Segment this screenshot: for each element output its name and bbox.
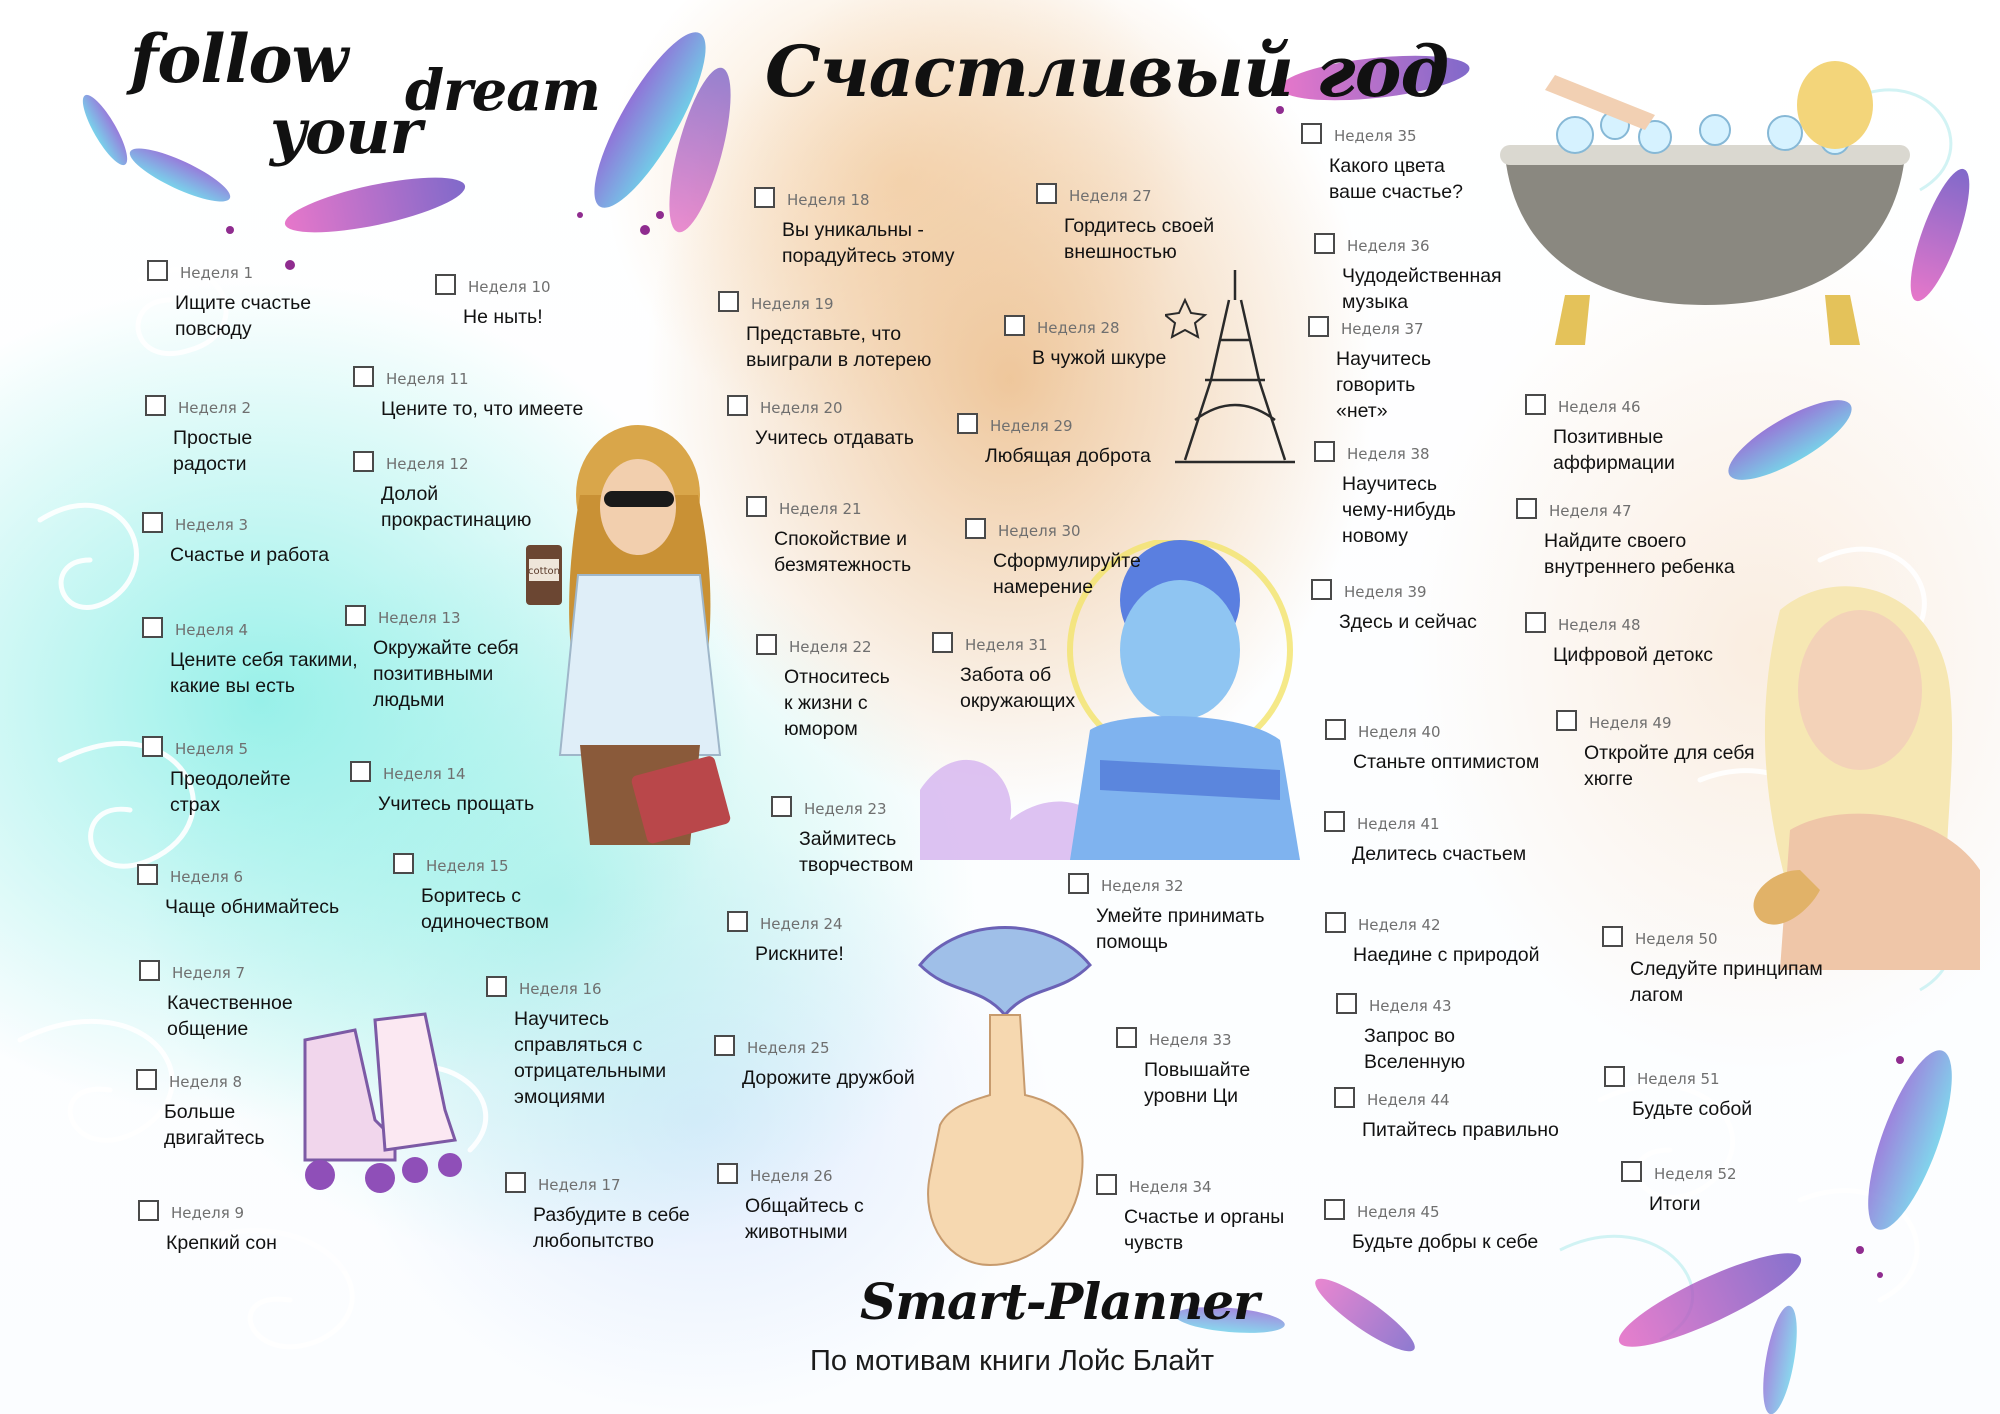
week-label: Неделя 24 [760,915,843,933]
week-checkbox[interactable] [1308,316,1329,337]
week-task: Здесь и сейчас [1339,611,1477,633]
week-task: Простые радости [173,427,253,475]
week-checkbox[interactable] [771,796,792,817]
page-title: Счастливый год [765,30,1449,113]
week-checkbox[interactable] [353,366,374,387]
week-label: Неделя 6 [170,868,244,886]
week-checkbox[interactable] [1556,710,1577,731]
week-label: Неделя 20 [760,399,843,417]
week-label: Неделя 35 [1334,127,1417,145]
week-checkbox[interactable] [965,518,986,539]
week-checkbox[interactable] [1325,912,1346,933]
week-task: Сформулируйте намерение [993,550,1141,598]
footer-brand: Smart-Planner [860,1272,1259,1331]
bathtub-illustration [1495,45,1915,375]
week-checkbox[interactable] [727,395,748,416]
week-checkbox[interactable] [717,1163,738,1184]
week-checkbox[interactable] [756,634,777,655]
week-task: Разбудите в себе любопытство [533,1204,690,1252]
week-task: Цифровой детокс [1553,644,1713,666]
week-label: Неделя 13 [378,609,461,627]
week-label: Неделя 46 [1558,398,1641,416]
week-label: Неделя 11 [386,370,469,388]
week-task: Представьте, что выиграли в лотерею [746,323,932,371]
week-task: Дорожите дружбой [742,1067,915,1089]
week-task: Питайтесь правильно [1362,1119,1559,1141]
week-checkbox[interactable] [435,274,456,295]
week-checkbox[interactable] [1036,183,1057,204]
week-task: Научитесь говорить «нет» [1336,348,1431,422]
week-label: Неделя 40 [1358,723,1441,741]
week-checkbox[interactable] [1604,1066,1625,1087]
week-label: Неделя 3 [175,516,249,534]
week-label: Неделя 33 [1149,1031,1232,1049]
week-checkbox[interactable] [714,1035,735,1056]
week-label: Неделя 19 [751,295,834,313]
week-checkbox[interactable] [138,1200,159,1221]
week-checkbox[interactable] [1325,719,1346,740]
week-label: Неделя 48 [1558,616,1641,634]
week-checkbox[interactable] [147,260,168,281]
week-task: Крепкий сон [166,1232,277,1254]
week-task: Чаще обнимайтесь [165,896,340,918]
week-checkbox[interactable] [1004,315,1025,336]
week-task: Учитесь прощать [378,793,535,815]
week-task: Рискните! [755,943,844,965]
week-task: Цените себя такими, какие вы есть [170,649,358,697]
week-task: Какого цвета ваше счастье? [1329,155,1463,203]
week-task: Ищите счастье повсюду [175,292,312,340]
week-label: Неделя 7 [172,964,246,982]
week-task: Итоги [1649,1193,1701,1215]
week-checkbox[interactable] [1602,926,1623,947]
week-label: Неделя 42 [1358,916,1441,934]
week-task: Качественное общение [167,992,293,1040]
week-checkbox[interactable] [1324,811,1345,832]
week-task: Относитесь к жизни с юмором [784,666,890,740]
week-label: Неделя 12 [386,455,469,473]
coffee-cup-label: cotton [528,566,560,577]
week-label: Неделя 9 [171,1204,245,1222]
week-task: Запрос во Вселенную [1364,1025,1466,1073]
week-label: Неделя 49 [1589,714,1672,732]
week-task: Научитесь справляться с отрицательными эмоциями [514,1008,667,1108]
footer-subtitle: По мотивам книги Лойс Блайт [810,1345,1215,1377]
week-task: Цените то, что имеете [381,398,584,420]
week-checkbox[interactable] [727,911,748,932]
week-label: Неделя 31 [965,636,1048,654]
week-label: Неделя 45 [1357,1203,1440,1221]
week-task: Будьте добры к себе [1352,1231,1539,1253]
week-label: Неделя 25 [747,1039,830,1057]
eiffel-tower-illustration [1165,270,1305,470]
week-checkbox[interactable] [1334,1087,1355,1108]
week-checkbox[interactable] [1314,233,1335,254]
week-label: Неделя 50 [1635,930,1718,948]
week-label: Неделя 47 [1549,502,1632,520]
week-label: Неделя 21 [779,500,862,518]
week-label: Неделя 38 [1347,445,1430,463]
header-your: your [270,95,422,168]
week-checkbox[interactable] [1336,993,1357,1014]
week-label: Неделя 27 [1069,187,1152,205]
week-label: Неделя 29 [990,417,1073,435]
week-label: Неделя 36 [1347,237,1430,255]
week-task: Научитесь чему-нибудь новому [1342,473,1456,547]
week-checkbox[interactable] [1621,1161,1642,1182]
week-task: Следуйте принципам лагом [1630,958,1823,1006]
week-checkbox[interactable] [1301,123,1322,144]
week-task: Больше двигайтесь [164,1101,265,1149]
week-task: Долой прокрастинацию [381,483,532,531]
week-checkbox[interactable] [142,736,163,757]
week-task: Окружайте себя позитивными людьми [373,637,519,711]
week-checkbox[interactable] [932,632,953,653]
week-task: Позитивные аффирмации [1553,426,1675,474]
week-checkbox[interactable] [353,451,374,472]
week-task: Повышайте уровни Ци [1144,1059,1251,1107]
header-follow: follow [130,20,348,98]
week-checkbox[interactable] [1116,1027,1137,1048]
week-task: Не ныть! [463,306,543,328]
week-label: Неделя 39 [1344,583,1427,601]
week-task: Боритесь с одиночеством [421,885,549,933]
week-task: Спокойствие и безмятежность [774,528,912,576]
week-checkbox[interactable] [754,187,775,208]
week-label: Неделя 41 [1357,815,1440,833]
week-task: Гордитесь своей внешностью [1064,215,1215,263]
week-checkbox[interactable] [1096,1174,1117,1195]
week-task: Общайтесь с животными [745,1195,864,1243]
week-task: Будьте собой [1632,1098,1753,1120]
week-label: Неделя 52 [1654,1165,1737,1183]
hand-with-flower-illustration [880,925,1130,1285]
week-label: Неделя 18 [787,191,870,209]
week-checkbox[interactable] [345,605,366,626]
week-checkbox[interactable] [142,512,163,533]
week-task: Откройте для себя хюгге [1584,742,1755,790]
week-checkbox[interactable] [137,864,158,885]
header-dream: dream [405,58,600,124]
week-task: Делитесь счастьем [1352,843,1527,865]
week-label: Неделя 8 [169,1073,243,1091]
week-label: Неделя 28 [1037,319,1120,337]
week-task: В чужой шкуре [1032,347,1167,369]
week-task: Учитесь отдавать [755,427,914,449]
week-label: Неделя 10 [468,278,551,296]
week-checkbox[interactable] [1516,498,1537,519]
roller-skates-illustration [285,1000,465,1200]
week-label: Неделя 17 [538,1176,621,1194]
week-checkbox[interactable] [746,496,767,517]
week-label: Неделя 26 [750,1167,833,1185]
week-checkbox[interactable] [505,1172,526,1193]
week-task: Станьте оптимистом [1353,751,1540,773]
week-label: Неделя 22 [789,638,872,656]
week-label: Неделя 16 [519,980,602,998]
week-task: Любящая доброта [985,445,1151,467]
week-checkbox[interactable] [145,395,166,416]
week-checkbox[interactable] [393,853,414,874]
week-task: Наедине с природой [1353,944,1540,966]
week-task: Счастье и работа [170,544,330,566]
week-label: Неделя 1 [180,264,254,282]
week-label: Неделя 15 [426,857,509,875]
woman-with-coffee-illustration [520,425,760,895]
week-task: Чудодейственная музыка [1342,265,1502,313]
week-task: Умейте принимать помощь [1096,905,1265,953]
week-label: Неделя 51 [1637,1070,1720,1088]
week-label: Неделя 30 [998,522,1081,540]
week-checkbox[interactable] [142,617,163,638]
week-checkbox[interactable] [1314,441,1335,462]
week-checkbox[interactable] [1311,579,1332,600]
week-task: Займитесь творчеством [799,828,914,876]
week-label: Неделя 5 [175,740,249,758]
week-task: Забота об окружающих [960,664,1076,712]
week-label: Неделя 23 [804,800,887,818]
week-label: Неделя 37 [1341,320,1424,338]
week-task: Найдите своего внутреннего ребенка [1544,530,1735,578]
week-label: Неделя 14 [383,765,466,783]
week-label: Неделя 34 [1129,1178,1212,1196]
week-checkbox[interactable] [1324,1199,1345,1220]
week-checkbox[interactable] [718,291,739,312]
week-checkbox[interactable] [1068,873,1089,894]
week-checkbox[interactable] [957,413,978,434]
week-checkbox[interactable] [139,960,160,981]
week-task: Преодолейте страх [170,768,291,816]
week-task: Счастье и органы чувств [1124,1206,1285,1254]
week-checkbox[interactable] [1525,394,1546,415]
week-checkbox[interactable] [136,1069,157,1090]
week-checkbox[interactable] [1525,612,1546,633]
week-checkbox[interactable] [350,761,371,782]
week-label: Неделя 43 [1369,997,1452,1015]
week-label: Неделя 2 [178,399,252,417]
week-checkbox[interactable] [486,976,507,997]
week-label: Неделя 32 [1101,877,1184,895]
week-label: Неделя 4 [175,621,249,639]
week-task: Вы уникальны - порадуйтесь этому [782,219,955,267]
week-label: Неделя 44 [1367,1091,1450,1109]
